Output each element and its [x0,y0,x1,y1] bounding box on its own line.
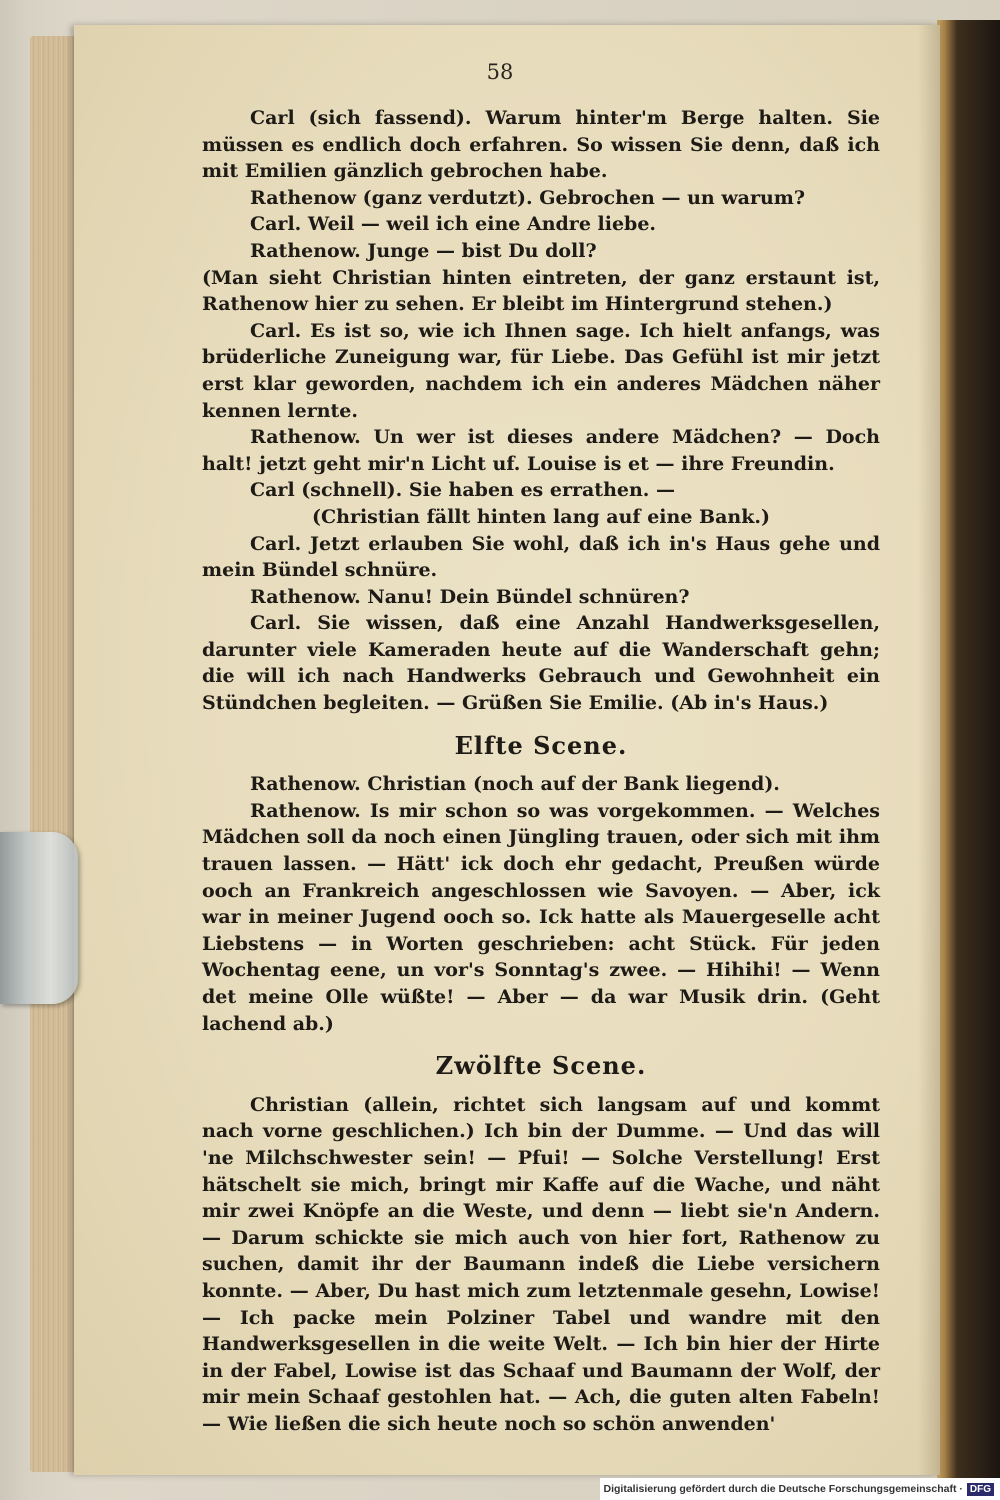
page-number: 58 [486,60,514,84]
text-paragraph: (Man sieht Christian hinten eintreten, der ganz erstaunt ist, Rathenow hier zu sehen. Er bleibt im Hintergrund stehen.) [202,266,880,316]
footer-credit-text: Digitalisierung gefördert durch die Deutsche Forschungsgemeinschaft · [603,1483,963,1495]
scene-heading: Zwölfte Scene. [435,1051,647,1081]
text-paragraph: Carl (schnell). Sie haben es errathen. — [250,479,676,502]
text-paragraph: Rathenow. Is mir schon so was vorgekommen. — Welches Mädchen soll da noch einen Jüngling trauen, oder sich mit ihm trauen lassen. — Hätt' ick doch ehr gedacht, Preußen würde ooch an Frankreich angeschlossen wie Savoyen. — Aber, ick war in meiner Jugend ooch so. Ick hatte als Mauergeselle acht Liebstens — in Worten geschrieben: acht Stück. Für jeden Wochentag eene, un vor's Sonntag's zwee. — Hihihi! — Wenn det meine Olle wüßte! — Aber — da war Musik drin. (Geht lachend ab.) [202,799,880,1035]
text-paragraph: Rathenow (ganz verdutzt). Gebrochen — un warum? [250,186,806,209]
text-paragraph: Rathenow. Christian (noch auf der Bank liegend). [250,773,780,796]
text-paragraph: Rathenow. Un wer ist dieses andere Mädchen? — Doch halt! jetzt geht mir'n Licht uf. Louise is et — ihre Freundin. [202,426,880,475]
text-paragraph: Carl. Weil — weil ich eine Andre liebe. [250,213,657,236]
text-paragraph: Carl. Sie wissen, daß eine Anzahl Handwerksgesellen, darunter viele Kameraden heute auf die Wanderschaft gehn; die will ich nach Handwerks Gebrauch und Gewohnheit ein Stündchen begleiten. — Grüßen Sie Emilie. (Ab in's Haus.) [202,612,880,715]
text-paragraph: (Christian fällt hinten lang auf eine Bank.) [312,505,770,528]
scene-heading: Elfte Scene. [454,730,628,760]
dfg-logo: DFG [967,1483,994,1496]
text-paragraph: Rathenow. Junge — bist Du doll? [250,239,597,262]
text-paragraph: Christian (allein, richtet sich langsam auf und kommt nach vorne geschlichen.) Ich bin der Dumme. — Und das will 'ne Milchschwester sein! — Pfui! — Solche Verstellung! Erst hätschelt sie mich, bringt mir Kaffe auf die Wache, und näht mir zwei Knöpfe an die Weste, und denn — liebt sie'n Andern. — Darum schickte sie mich auch von hier fort, Rathenow zu suchen, damit ihr der Baumann indeß die Liebe versichern konnte. — Aber, Du hast mich zum letztenmale gesehn, Lowise! — Ich packe mein Polziner Tabel und wandre mit den Handwerksgesellen in die weite Welt. — Ich bin hier der Hirte in der Fabel, Lowise ist das Schaaf und Baumann der Wolf, der mir mein Schaaf gestohlen hat. — Ach, die guten alten Fabeln! — Wie ließen die sich heute noch so schön anwenden' [202,1093,880,1435]
text-paragraph: Carl. Jetzt erlauben Sie wohl, daß ich in's Haus gehe und mein Bündel schnüre. [202,532,880,582]
book-edge-right [937,20,1000,1500]
page-clip [0,832,78,1004]
text-paragraph: Carl (sich fassend). Warum hinter'm Berge halten. Sie müssen es endlich doch erfahren. So wissen Sie denn, daß ich mit Emilien gänzlich gebrochen habe. [202,107,880,183]
text-paragraph: Rathenow. Nanu! Dein Bündel schnüren? [250,585,690,608]
footer-credit [600,1478,1000,1500]
page-edges-left [30,36,76,1472]
text-paragraph: Carl. Es ist so, wie ich Ihnen sage. Ich hielt anfangs, was brüderliche Zuneigung war, für Liebe. Das Gefühl ist mir jetzt erst klar geworden, nachdem ich ein anderes Mädchen näher kennen lernte. [202,319,880,422]
page-text [202,105,880,1438]
